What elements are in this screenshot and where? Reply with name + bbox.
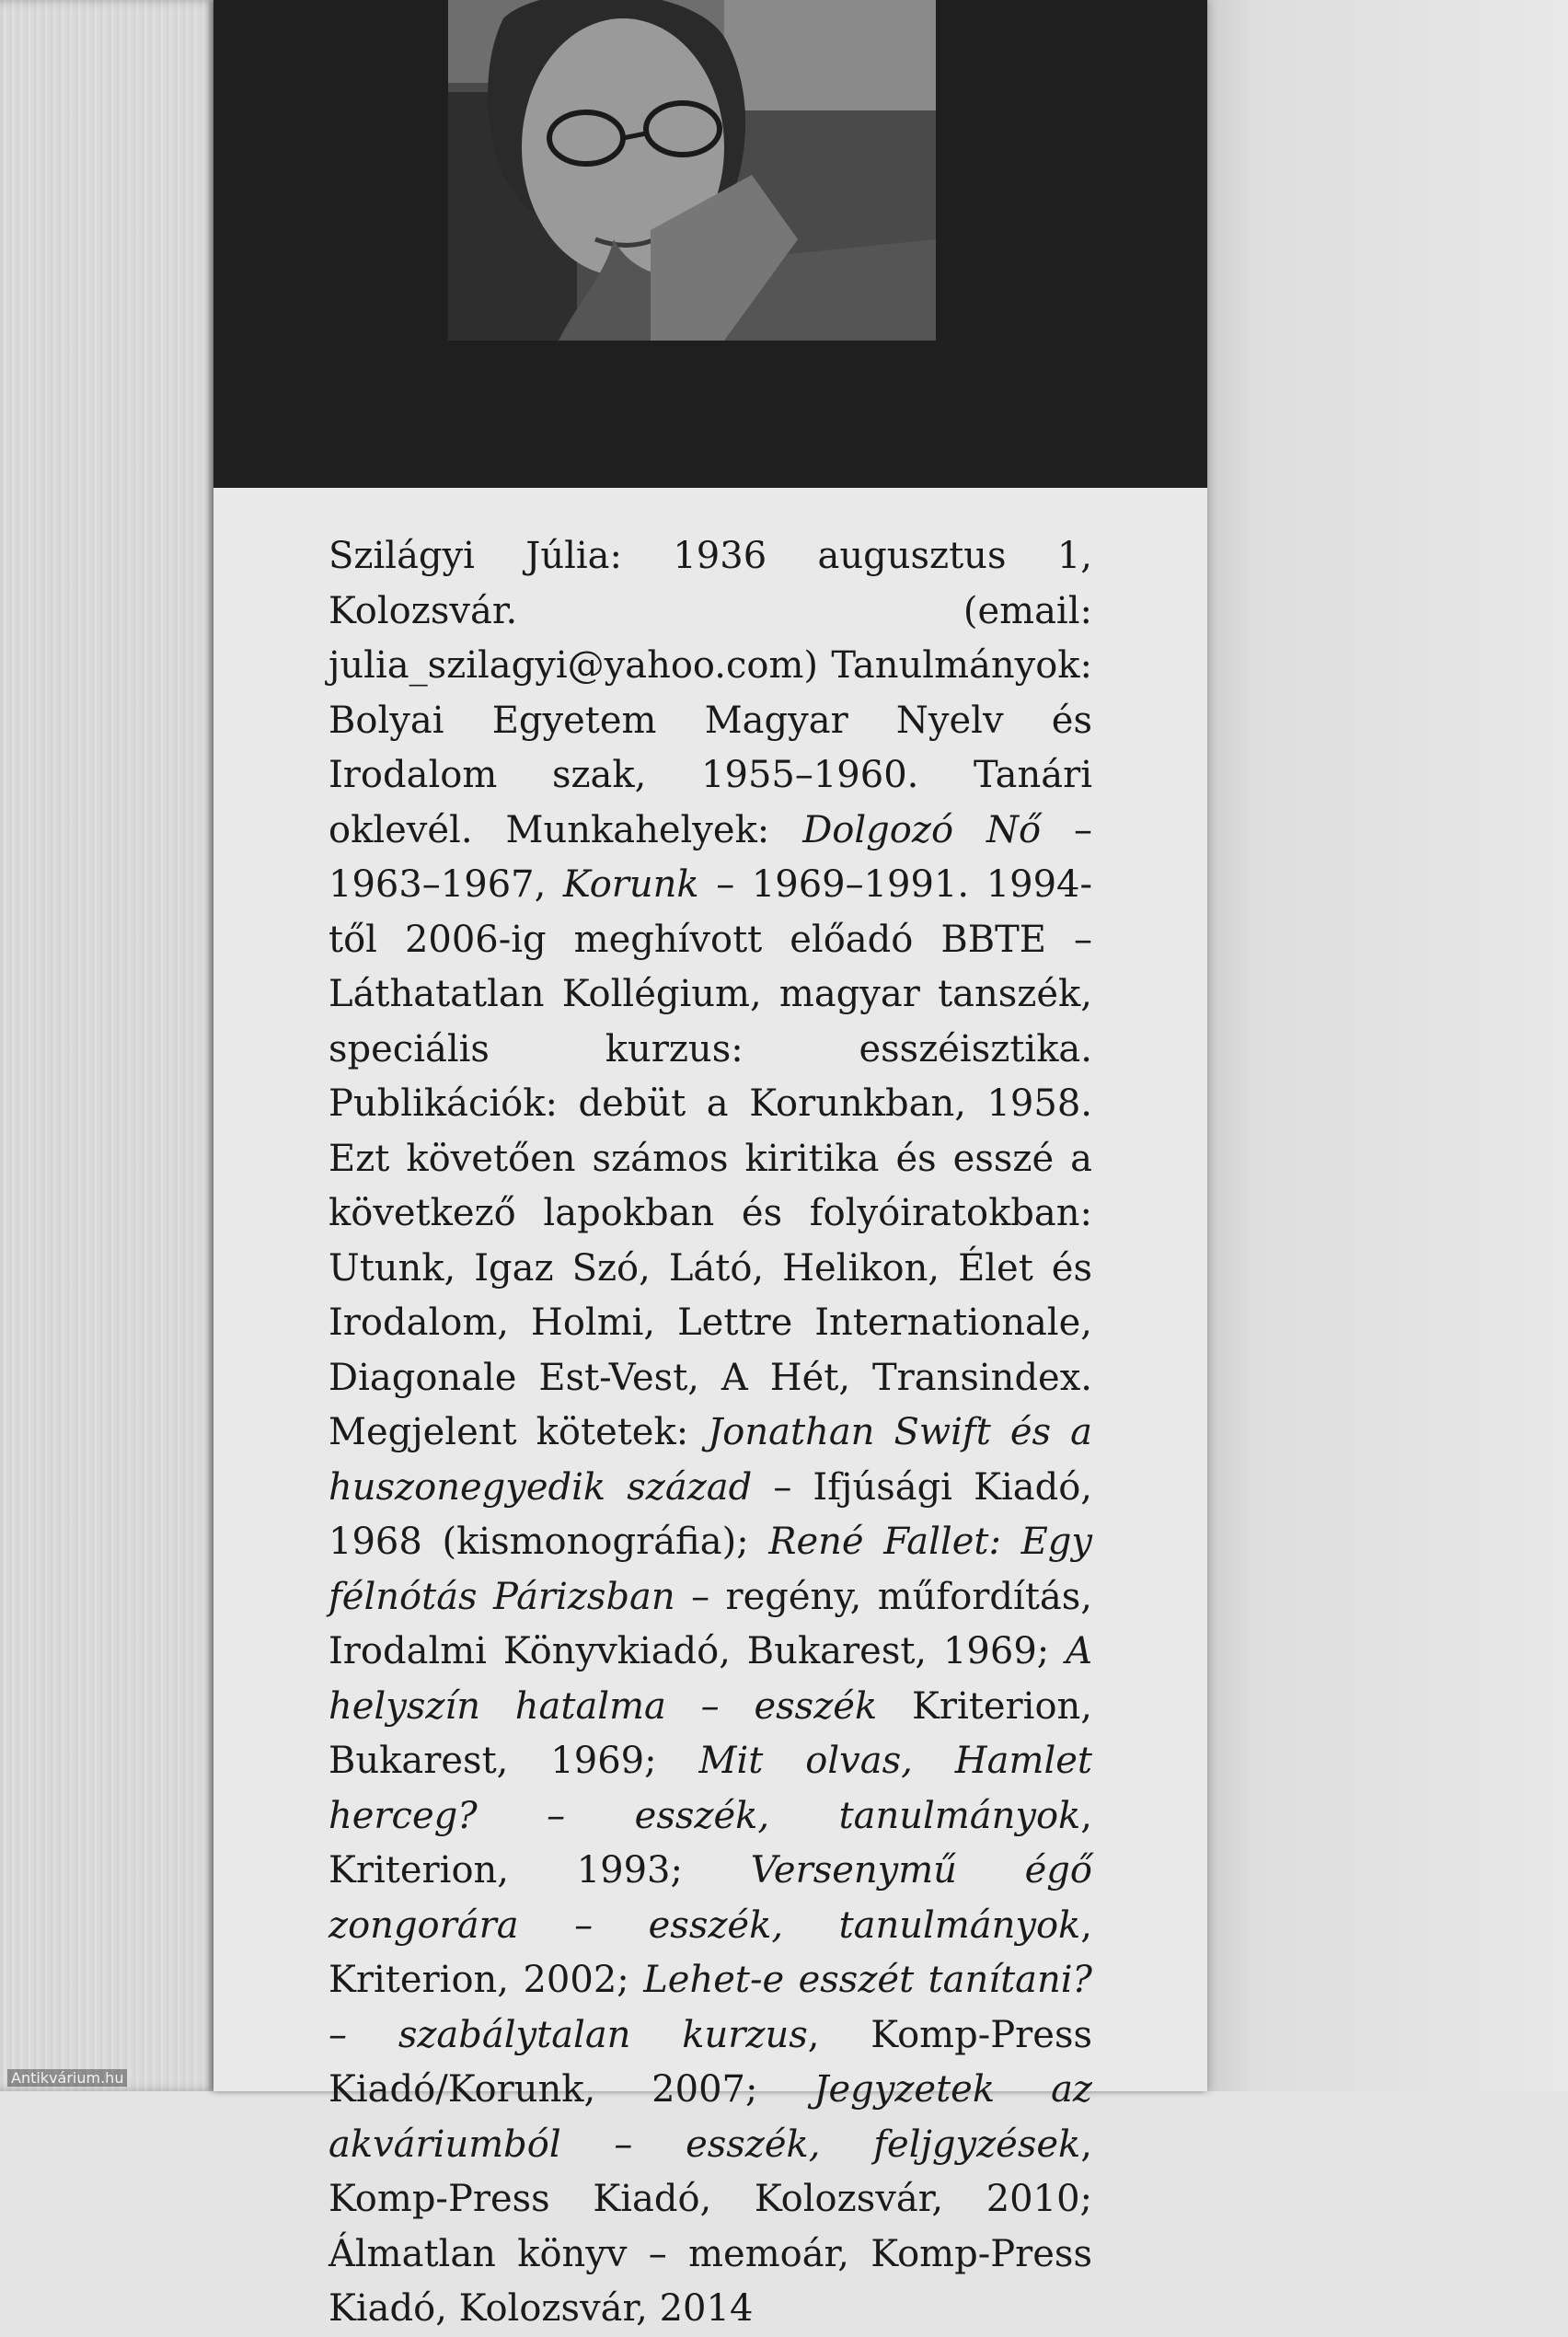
bio-title-italic: Dolgozó Nő xyxy=(802,808,1042,851)
bio-title-italic: A helyszín hatalma – esszék xyxy=(329,1630,1092,1728)
bio-title-italic: Korunk xyxy=(562,863,699,906)
bio-text: , Kriterion, 2002; xyxy=(329,1903,1092,2001)
left-book-page xyxy=(0,0,216,2091)
bio-title-italic: Mit olvas, Hamlet herceg? – esszék, tanulmányok xyxy=(329,1740,1092,1837)
bio-text: , Komp-Press Kiadó, Kolozsvár, 2010; Álmatlan könyv – memoár, Komp-Press Kiadó, Kolozsvár, 2014 xyxy=(329,2123,1092,2330)
bio-text: – 1969–1991. 1994-től 2006-ig meghívott előadó BBTE – Láthatatlan Kollégium, magyar tanszék, speciális kurzus: esszéisztika. Publikációk: debüt a Korunkban, 1958. Ezt követően számos kiritika és esszé a következő lapokban és folyóiratokban: Utunk, Igaz Szó, Látó, Helikon, Élet és Irodalom, Holmi, Lettre Internationale, Diagonale Est-Vest, A Hét, Transindex. Megjelent kötetek: xyxy=(329,863,1093,1453)
bio-title-italic: Versenymű égő zongorára – esszék, tanulmányok xyxy=(329,1849,1092,1947)
author-portrait-photo xyxy=(448,0,936,341)
bio-text: , Kriterion, 1993; xyxy=(329,1794,1092,1892)
bio-text: – regény, műfordítás, Irodalmi Könyvkiadó, Bukarest, 1969; xyxy=(329,1575,1092,1672)
bio-title-italic: Jonathan Swift és a huszonegyedik század xyxy=(329,1411,1092,1509)
bio-text: Szilágyi Júlia: 1936 augusztus 1, Kolozsvár. (email: julia_szilagyi@yahoo.com) Tanulmányok: Bolyai Egyetem Magyar Nyelv és Irodalom szak, 1955–1960. Tanári oklevél. Munkahelyek: xyxy=(329,535,1092,851)
bio-text: – Ifjúsági Kiadó, 1968 (kismonográfia); xyxy=(329,1465,1092,1563)
bio-title-italic: René Fallet: Egy félnótás Párizsban xyxy=(329,1521,1092,1618)
bio-text: – 1963–1967, xyxy=(329,808,1092,906)
right-book-page xyxy=(1196,0,1568,2091)
photo-band xyxy=(213,0,1207,488)
author-biography xyxy=(329,529,1092,2337)
watermark: Antikvárium.hu xyxy=(7,2069,127,2087)
bio-title-italic: Lehet-e esszét tanítani? – szabálytalan kurzus xyxy=(329,1959,1092,2056)
bio-text: Kriterion, Bukarest, 1969; xyxy=(329,1684,1092,1782)
biography-paragraph xyxy=(329,529,1092,2337)
bio-text: , Komp-Press Kiadó/Korunk, 2007; xyxy=(329,2013,1092,2111)
bio-title-italic: Jegyzetek az akváriumból – esszék, feljgyzések xyxy=(329,2068,1092,2166)
bookmark-card xyxy=(213,0,1207,2330)
